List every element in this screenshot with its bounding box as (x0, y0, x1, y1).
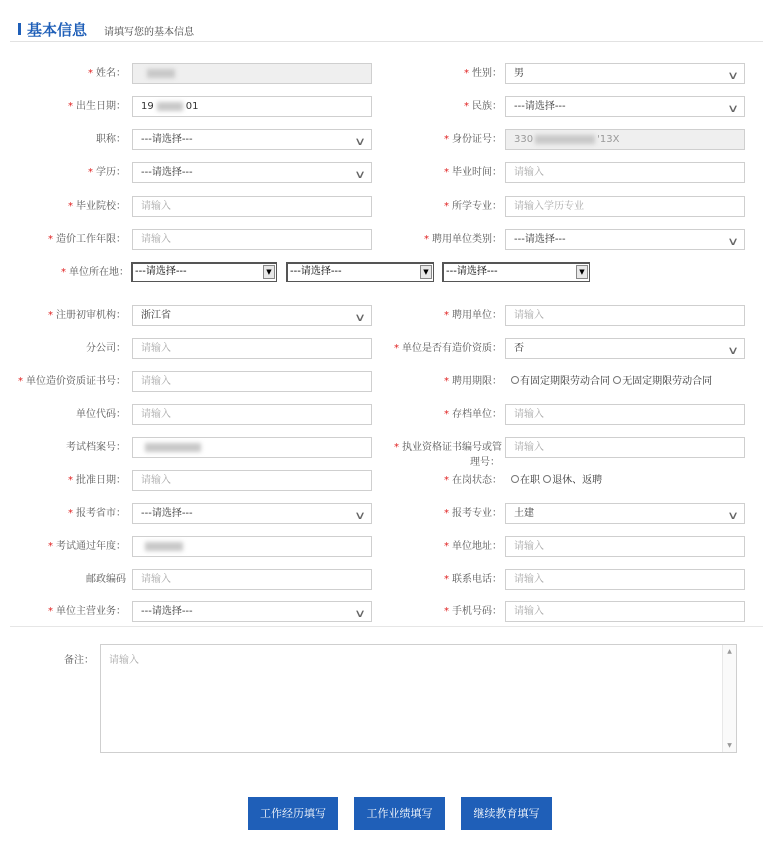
unit-address-label: * 单位地址： (444, 541, 502, 552)
major-input[interactable]: 请输入学历专业 (505, 196, 745, 217)
scroll-up-icon[interactable]: ▲ (727, 648, 732, 655)
chevron-down-icon: ∨ (353, 509, 367, 522)
chevron-down-icon: ∨ (353, 168, 367, 181)
employer-type-select[interactable]: ---请选择--- ∨ (505, 229, 745, 250)
phone-input[interactable]: 请输入 (505, 569, 745, 590)
review-org-select[interactable]: 浙江省 ∨ (132, 305, 372, 326)
unit-code-label: 单位代码： (76, 409, 126, 420)
chevron-down-icon: ∨ (353, 135, 367, 148)
chevron-down-icon: ∨ (726, 344, 740, 357)
location-label: * 单位所在地： (61, 267, 129, 278)
contract-label: * 聘用期限： (444, 376, 502, 387)
unit-address-input[interactable]: 请输入 (505, 536, 745, 557)
gender-label: * 性别： (464, 68, 502, 79)
chevron-down-icon: ∨ (726, 102, 740, 115)
chevron-down-icon: ∨ (353, 607, 367, 620)
divider (10, 626, 763, 627)
city-select[interactable]: ---请选择--- ▼ (286, 262, 434, 282)
grad-time-input[interactable]: 请输入 (505, 162, 745, 183)
phone-label: * 联系电话： (444, 574, 502, 585)
work-performance-button[interactable]: 工作业绩填写 (354, 797, 445, 830)
work-years-label: * 造价工作年限： (48, 234, 126, 245)
postcode-label: 邮政编码 (86, 574, 126, 585)
grad-school-label: * 毕业院校： (68, 201, 126, 212)
chevron-down-icon: ∨ (726, 509, 740, 522)
review-org-label: * 注册初审机构： (48, 310, 126, 321)
exam-file-no-label: 考试档案号： (66, 442, 126, 453)
unit-code-input[interactable]: 请输入 (132, 404, 372, 425)
textarea-scrollbar[interactable] (722, 645, 736, 752)
work-history-button[interactable]: 工作经历填写 (248, 797, 338, 830)
section-subtitle: 请填写您的基本信息 (104, 27, 194, 38)
province-select[interactable]: ---请选择--- ▼ (131, 262, 277, 282)
main-business-select[interactable]: ---请选择--- ∨ (132, 601, 372, 622)
cert-no-input[interactable]: 请输入 (132, 371, 372, 392)
exam-file-no-input[interactable] (132, 437, 372, 458)
employer-type-label: * 聘用单位类别： (424, 234, 502, 245)
grad-school-input[interactable]: 请输入 (132, 196, 372, 217)
mobile-label: * 手机号码： (444, 606, 502, 617)
has-qualification-select[interactable]: 否 ∨ (505, 338, 745, 359)
approval-date-label: * 批准日期： (68, 475, 126, 486)
pass-year-input[interactable] (132, 536, 372, 557)
grad-time-label: * 毕业时间： (444, 167, 502, 178)
pass-year-label: * 考试通过年度： (48, 541, 126, 552)
job-title-select[interactable]: ---请选择--- ∨ (132, 129, 372, 150)
license-no-input[interactable]: 请输入 (505, 437, 745, 458)
exam-major-select[interactable]: 土建 ∨ (505, 503, 745, 524)
birth-label: * 出生日期： (68, 101, 126, 112)
archive-unit-input[interactable]: 请输入 (505, 404, 745, 425)
has-qualification-label: * 单位是否有造价资质： (394, 343, 502, 354)
name-label: * 姓名： (88, 68, 126, 79)
radio-employed[interactable]: 在职 (511, 475, 540, 486)
education-select[interactable]: ---请选择--- ∨ (132, 162, 372, 183)
birth-date-input[interactable]: 19 01 (132, 96, 372, 117)
branch-input[interactable]: 请输入 (132, 338, 372, 359)
radio-retired[interactable]: 退休、返聘 (543, 475, 602, 486)
dropdown-arrow-icon: ▼ (263, 265, 275, 279)
work-years-input[interactable]: 请输入 (132, 229, 372, 250)
radio-fixed-term[interactable]: 有固定期限劳动合同 (511, 376, 610, 387)
gender-select[interactable]: 男 ∨ (505, 63, 745, 84)
major-label: * 所学专业： (444, 201, 502, 212)
main-business-label: * 单位主营业务： (48, 606, 126, 617)
employer-input[interactable]: 请输入 (505, 305, 745, 326)
education-label: * 学历： (88, 167, 126, 178)
exam-province-select[interactable]: ---请选择--- ∨ (132, 503, 372, 524)
contract-radio-group (511, 371, 712, 392)
name-field (132, 63, 372, 84)
section-header (10, 14, 763, 42)
status-label: * 在岗状态： (444, 475, 502, 486)
chevron-down-icon: ∨ (726, 69, 740, 82)
archive-unit-label: * 存档单位： (444, 409, 502, 420)
dropdown-arrow-icon: ▼ (576, 265, 588, 279)
remark-label: 备注： (64, 655, 94, 666)
branch-label: 分公司： (86, 343, 126, 354)
approval-date-input[interactable]: 请输入 (132, 470, 372, 491)
radio-open-term[interactable]: 无固定期限劳动合同 (613, 376, 712, 387)
chevron-down-icon: ∨ (726, 235, 740, 248)
chevron-down-icon: ∨ (353, 311, 367, 324)
postcode-input[interactable]: 请输入 (132, 569, 372, 590)
continuing-education-button[interactable]: 继续教育填写 (461, 797, 552, 830)
exam-province-label: * 报考省市： (68, 508, 126, 519)
license-no-label: * 执业资格证书编号或管 (394, 442, 502, 453)
ethnicity-select[interactable]: ---请选择--- ∨ (505, 96, 745, 117)
exam-major-label: * 报考专业： (444, 508, 502, 519)
mobile-input[interactable]: 请输入 (505, 601, 745, 622)
cert-no-label: * 单位造价资质证书号： (18, 376, 126, 387)
ethnicity-label: * 民族： (464, 101, 502, 112)
id-number-label: * 身份证号： (444, 134, 502, 145)
license-no-label-line2: 理号： (470, 457, 500, 468)
remark-textarea[interactable]: 请输入 ▲ ▼ (100, 644, 737, 753)
status-radio-group (511, 470, 602, 491)
employer-label: * 聘用单位： (444, 310, 502, 321)
dropdown-arrow-icon: ▼ (420, 265, 432, 279)
job-title-label: 职称： (96, 134, 126, 145)
scroll-down-icon[interactable]: ▼ (727, 742, 732, 749)
section-title: 基本信息 (27, 21, 88, 39)
id-number-field: 330 '13X (505, 129, 745, 150)
district-select[interactable]: ---请选择--- ▼ (442, 262, 590, 282)
title-accent-bar (18, 23, 21, 35)
